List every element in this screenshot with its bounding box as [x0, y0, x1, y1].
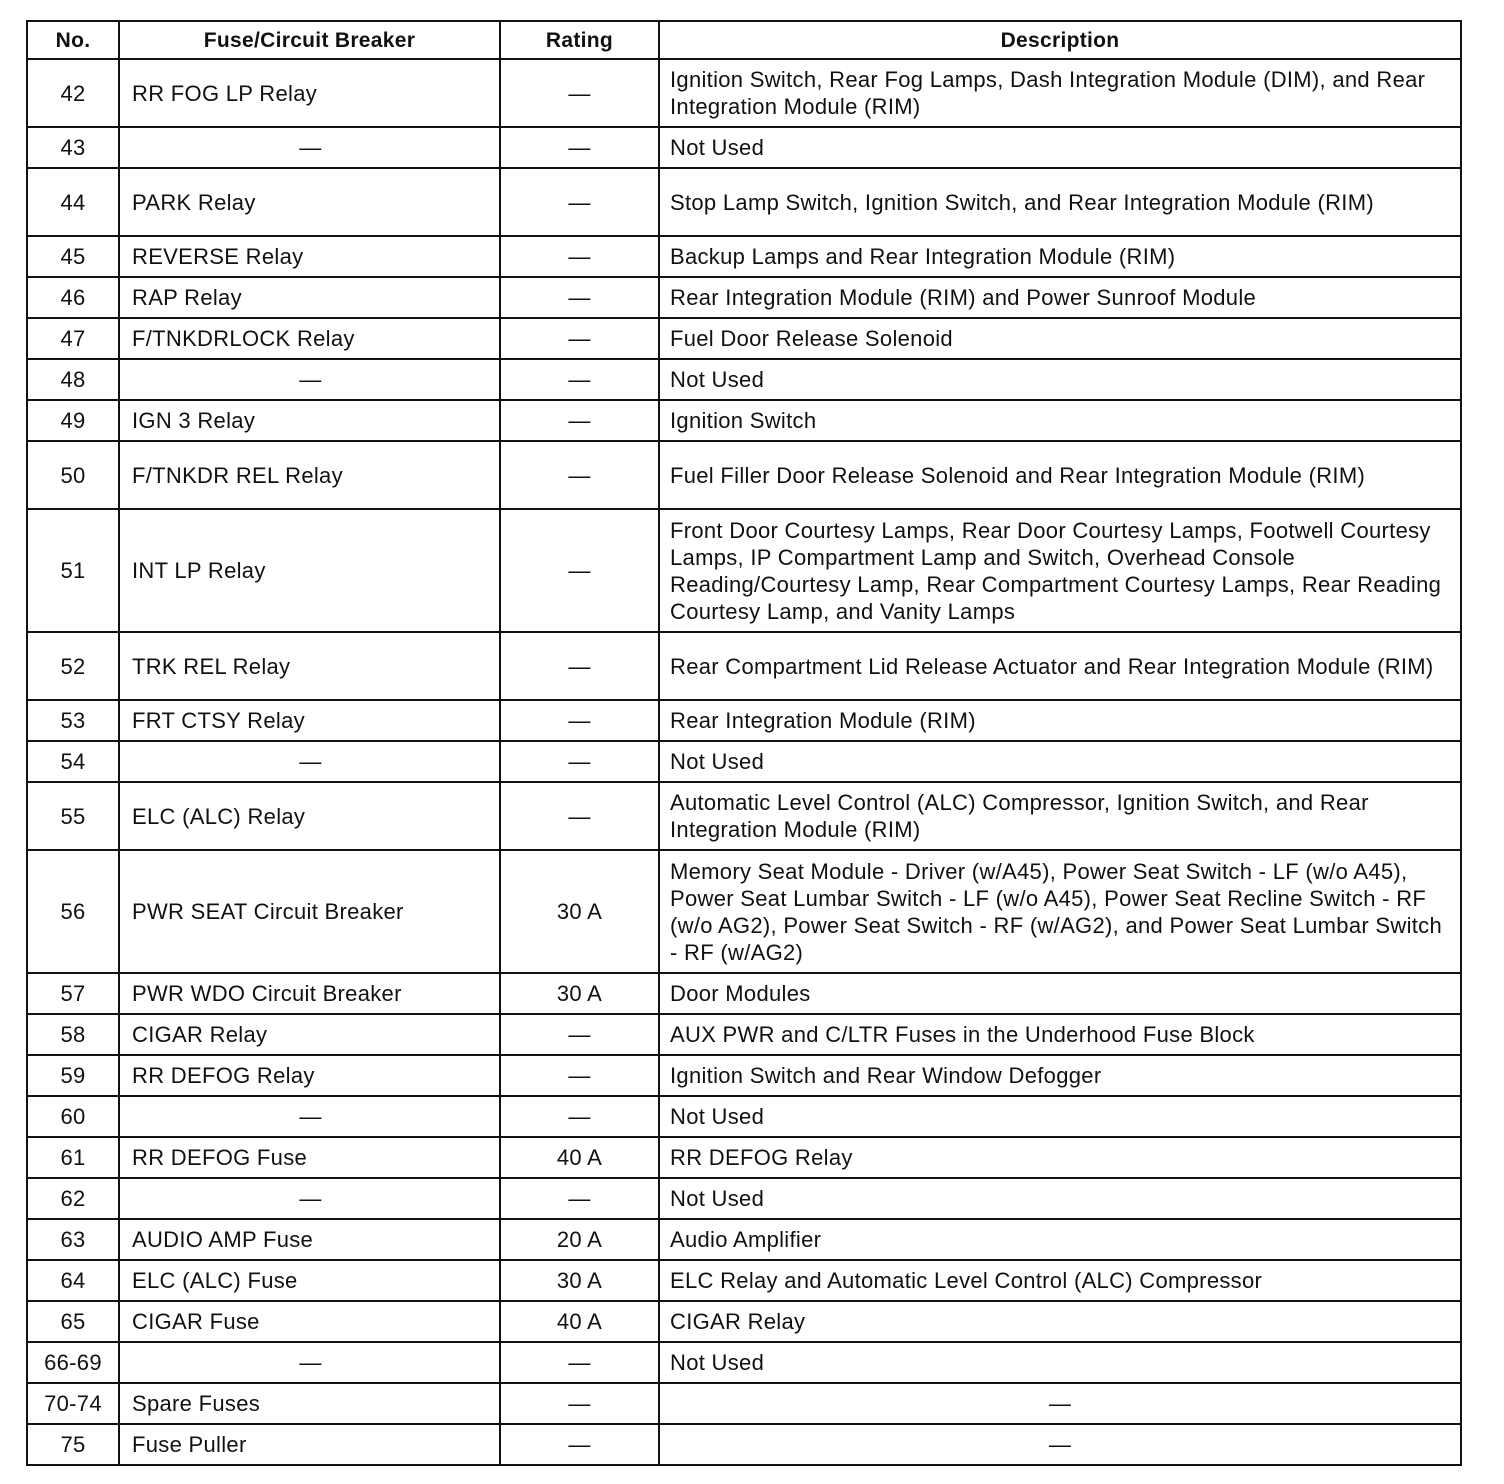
cell-description: Audio Amplifier: [659, 1219, 1461, 1260]
cell-fuse: FRT CTSY Relay: [119, 700, 500, 741]
cell-rating: —: [500, 1424, 659, 1465]
table-row: [27, 441, 1461, 509]
cell-description: Rear Integration Module (RIM): [659, 700, 1461, 741]
cell-description: Not Used: [659, 1178, 1461, 1219]
table-row: [27, 509, 1461, 632]
cell-fuse: ELC (ALC) Relay: [119, 782, 500, 850]
cell-description: Fuel Door Release Solenoid: [659, 318, 1461, 359]
cell-rating: —: [500, 1014, 659, 1055]
table-row: [27, 782, 1461, 850]
table-row: [27, 741, 1461, 782]
cell-no: 53: [27, 700, 119, 741]
cell-no: 42: [27, 59, 119, 127]
cell-no: 62: [27, 1178, 119, 1219]
cell-no: 48: [27, 359, 119, 400]
cell-rating: —: [500, 1055, 659, 1096]
table-row: [27, 700, 1461, 741]
table-row: [27, 400, 1461, 441]
cell-rating: 30 A: [500, 850, 659, 973]
cell-fuse: IGN 3 Relay: [119, 400, 500, 441]
cell-no: 47: [27, 318, 119, 359]
table-row: [27, 277, 1461, 318]
cell-no: 49: [27, 400, 119, 441]
cell-description: Backup Lamps and Rear Integration Module (RIM): [659, 236, 1461, 277]
cell-rating: —: [500, 400, 659, 441]
cell-description: CIGAR Relay: [659, 1301, 1461, 1342]
cell-description: Not Used: [659, 127, 1461, 168]
cell-no: 52: [27, 632, 119, 700]
header-description: Description: [659, 21, 1461, 59]
table-row: [27, 1383, 1461, 1424]
table-row: [27, 1096, 1461, 1137]
cell-no: 61: [27, 1137, 119, 1178]
cell-description: Automatic Level Control (ALC) Compressor, Ignition Switch, and Rear Integration Module (RIM): [659, 782, 1461, 850]
cell-fuse: —: [119, 359, 500, 400]
table-row: [27, 1055, 1461, 1096]
cell-rating: —: [500, 1383, 659, 1424]
table-row: [27, 850, 1461, 973]
cell-fuse: Fuse Puller: [119, 1424, 500, 1465]
cell-rating: —: [500, 1178, 659, 1219]
header-row: [27, 21, 1461, 59]
table-row: [27, 168, 1461, 236]
cell-description: Stop Lamp Switch, Ignition Switch, and Rear Integration Module (RIM): [659, 168, 1461, 236]
cell-rating: —: [500, 741, 659, 782]
table-row: [27, 1137, 1461, 1178]
cell-no: 46: [27, 277, 119, 318]
cell-description: Front Door Courtesy Lamps, Rear Door Courtesy Lamps, Footwell Courtesy Lamps, IP Compartment Lamp and Switch, Overhead Console Reading/Courtesy Lamp, Rear Compartment Courtesy Lamps, Rear Reading Courtesy Lamp, and Vanity Lamps: [659, 509, 1461, 632]
cell-description: Rear Compartment Lid Release Actuator and Rear Integration Module (RIM): [659, 632, 1461, 700]
table-row: [27, 1301, 1461, 1342]
cell-fuse: RR DEFOG Relay: [119, 1055, 500, 1096]
cell-no: 66-69: [27, 1342, 119, 1383]
cell-description: Not Used: [659, 1342, 1461, 1383]
cell-rating: —: [500, 1096, 659, 1137]
cell-no: 70-74: [27, 1383, 119, 1424]
cell-rating: —: [500, 236, 659, 277]
cell-fuse: —: [119, 127, 500, 168]
cell-fuse: RR FOG LP Relay: [119, 59, 500, 127]
table-row: [27, 1342, 1461, 1383]
cell-fuse: ELC (ALC) Fuse: [119, 1260, 500, 1301]
table-row: [27, 359, 1461, 400]
cell-no: 65: [27, 1301, 119, 1342]
table-row: [27, 1014, 1461, 1055]
cell-rating: —: [500, 168, 659, 236]
fuse-table: [26, 20, 1462, 1466]
cell-no: 55: [27, 782, 119, 850]
cell-no: 60: [27, 1096, 119, 1137]
cell-description: Fuel Filler Door Release Solenoid and Rear Integration Module (RIM): [659, 441, 1461, 509]
cell-no: 59: [27, 1055, 119, 1096]
cell-description: Door Modules: [659, 973, 1461, 1014]
cell-no: 56: [27, 850, 119, 973]
cell-rating: 40 A: [500, 1137, 659, 1178]
cell-description: Ignition Switch, Rear Fog Lamps, Dash Integration Module (DIM), and Rear Integration Module (RIM): [659, 59, 1461, 127]
header-rating: Rating: [500, 21, 659, 59]
cell-rating: —: [500, 359, 659, 400]
cell-fuse: —: [119, 1342, 500, 1383]
cell-rating: —: [500, 700, 659, 741]
cell-fuse: F/TNKDRLOCK Relay: [119, 318, 500, 359]
cell-rating: —: [500, 441, 659, 509]
cell-no: 45: [27, 236, 119, 277]
header-no: No.: [27, 21, 119, 59]
table-row: [27, 59, 1461, 127]
cell-fuse: TRK REL Relay: [119, 632, 500, 700]
cell-fuse: AUDIO AMP Fuse: [119, 1219, 500, 1260]
cell-description: Not Used: [659, 1096, 1461, 1137]
cell-no: 44: [27, 168, 119, 236]
cell-description: Rear Integration Module (RIM) and Power Sunroof Module: [659, 277, 1461, 318]
cell-fuse: CIGAR Fuse: [119, 1301, 500, 1342]
cell-rating: —: [500, 1342, 659, 1383]
cell-fuse: RAP Relay: [119, 277, 500, 318]
cell-fuse: PWR WDO Circuit Breaker: [119, 973, 500, 1014]
cell-description: Memory Seat Module - Driver (w/A45), Power Seat Switch - LF (w/o A45), Power Seat Lumbar Switch - LF (w/o A45), Power Seat Recline Switch - RF (w/o AG2), Power Seat Switch - RF (w/AG2), and Power Seat Lumbar Switch - RF (w/AG2): [659, 850, 1461, 973]
cell-description: Not Used: [659, 359, 1461, 400]
table-row: [27, 318, 1461, 359]
cell-rating: 30 A: [500, 973, 659, 1014]
cell-rating: —: [500, 59, 659, 127]
cell-fuse: F/TNKDR REL Relay: [119, 441, 500, 509]
table-row: [27, 127, 1461, 168]
cell-no: 57: [27, 973, 119, 1014]
cell-no: 54: [27, 741, 119, 782]
cell-fuse: —: [119, 741, 500, 782]
cell-no: 64: [27, 1260, 119, 1301]
table-row: [27, 236, 1461, 277]
cell-fuse: —: [119, 1178, 500, 1219]
cell-description: AUX PWR and C/LTR Fuses in the Underhood Fuse Block: [659, 1014, 1461, 1055]
cell-rating: 20 A: [500, 1219, 659, 1260]
table-row: [27, 1178, 1461, 1219]
cell-rating: 40 A: [500, 1301, 659, 1342]
cell-fuse: Spare Fuses: [119, 1383, 500, 1424]
cell-no: 50: [27, 441, 119, 509]
header-fuse: Fuse/Circuit Breaker: [119, 21, 500, 59]
cell-rating: —: [500, 782, 659, 850]
cell-rating: 30 A: [500, 1260, 659, 1301]
cell-fuse: —: [119, 1096, 500, 1137]
cell-fuse: RR DEFOG Fuse: [119, 1137, 500, 1178]
cell-no: 58: [27, 1014, 119, 1055]
table-row: [27, 632, 1461, 700]
cell-rating: —: [500, 509, 659, 632]
cell-fuse: INT LP Relay: [119, 509, 500, 632]
cell-rating: —: [500, 318, 659, 359]
table-row: [27, 1424, 1461, 1465]
table-row: [27, 1219, 1461, 1260]
cell-description: RR DEFOG Relay: [659, 1137, 1461, 1178]
cell-rating: —: [500, 127, 659, 168]
cell-fuse: PWR SEAT Circuit Breaker: [119, 850, 500, 973]
table-row: [27, 973, 1461, 1014]
cell-description: Not Used: [659, 741, 1461, 782]
cell-no: 63: [27, 1219, 119, 1260]
cell-description: Ignition Switch and Rear Window Defogger: [659, 1055, 1461, 1096]
cell-rating: —: [500, 632, 659, 700]
cell-no: 43: [27, 127, 119, 168]
cell-fuse: PARK Relay: [119, 168, 500, 236]
cell-description: —: [659, 1424, 1461, 1465]
cell-no: 51: [27, 509, 119, 632]
cell-fuse: REVERSE Relay: [119, 236, 500, 277]
cell-description: —: [659, 1383, 1461, 1424]
cell-no: 75: [27, 1424, 119, 1465]
table-row: [27, 1260, 1461, 1301]
cell-description: Ignition Switch: [659, 400, 1461, 441]
cell-rating: —: [500, 277, 659, 318]
cell-fuse: CIGAR Relay: [119, 1014, 500, 1055]
cell-description: ELC Relay and Automatic Level Control (ALC) Compressor: [659, 1260, 1461, 1301]
